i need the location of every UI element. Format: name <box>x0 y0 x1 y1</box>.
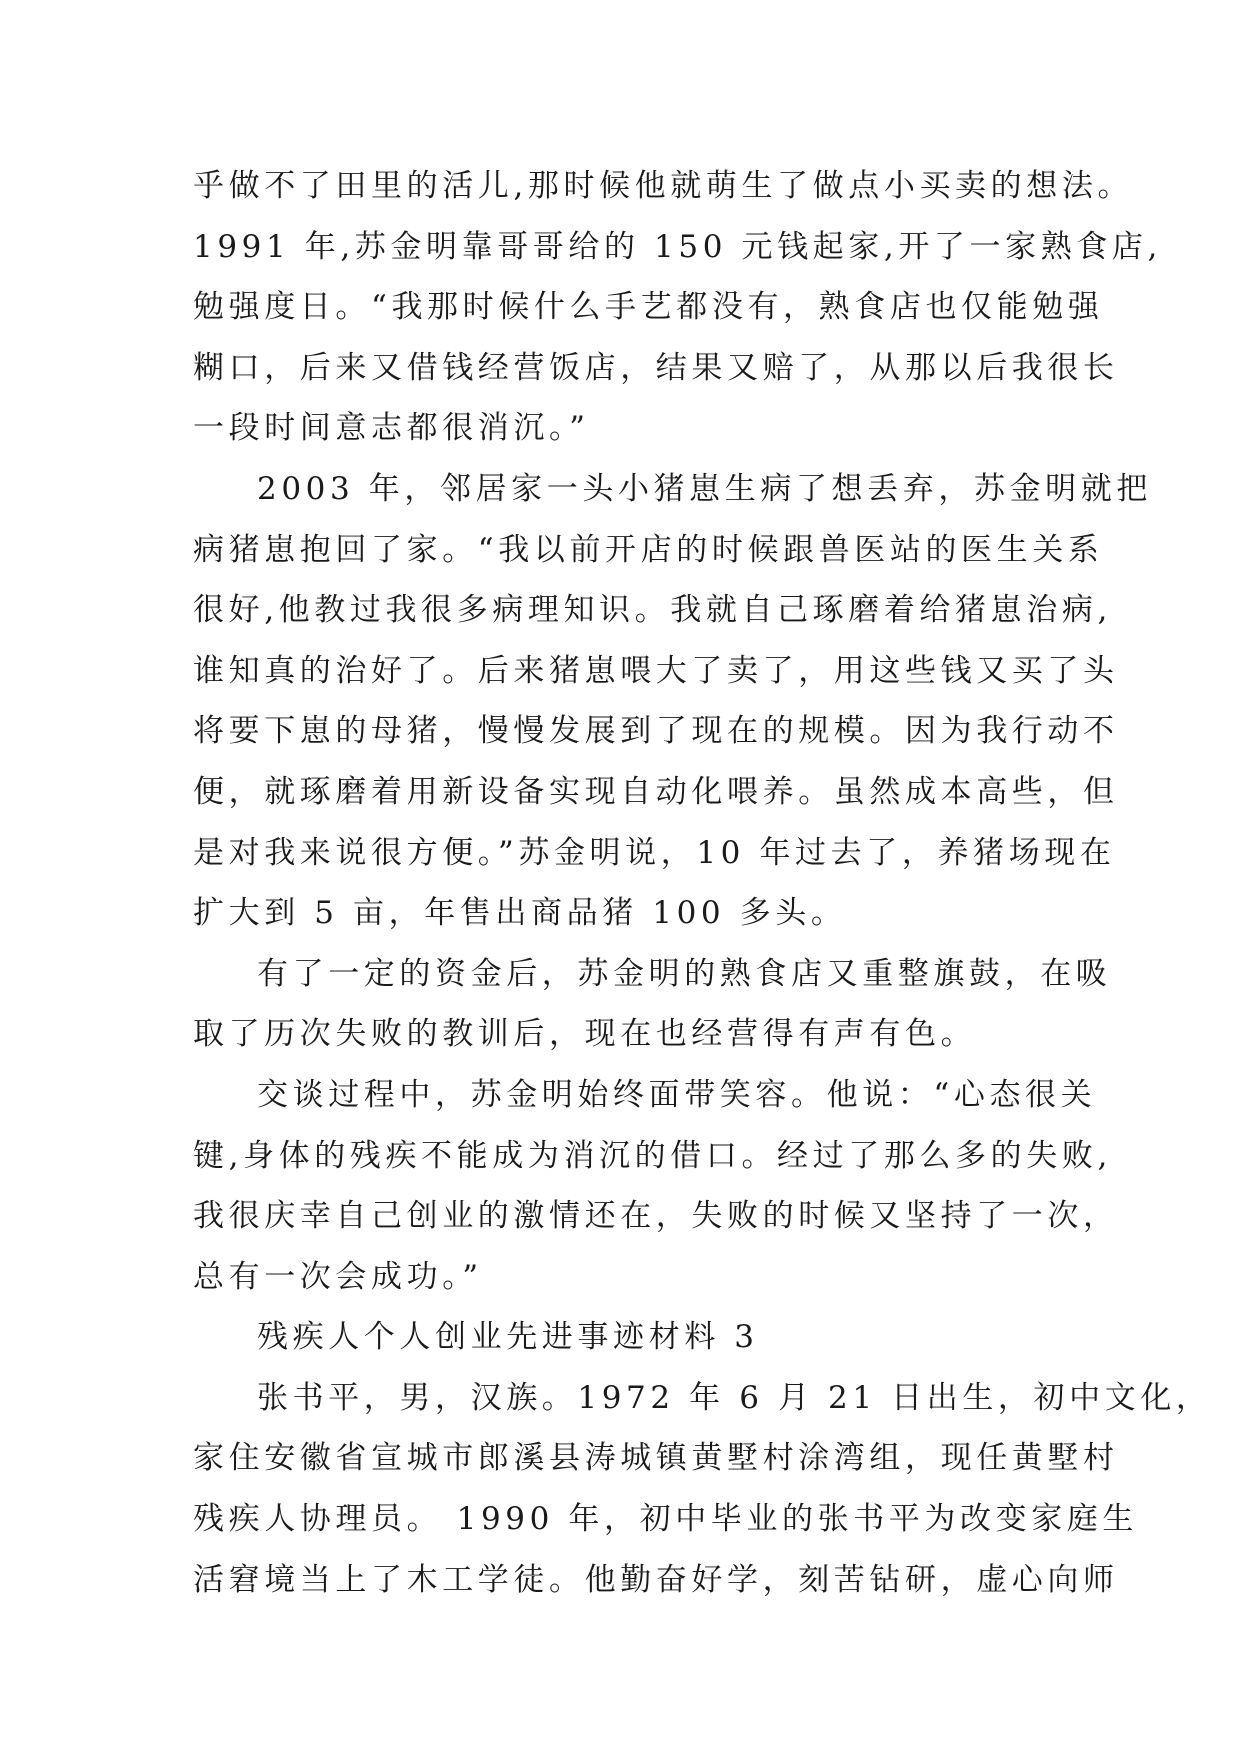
text-line: 键,身体的残疾不能成为消沉的借口。经过了那么多的失败, <box>193 1137 1112 1174</box>
text-line: 我很庆幸自己创业的激情还在，失败的时候又坚持了一次， <box>193 1198 1119 1235</box>
text-line: 很好,他教过我很多病理知识。我就自己琢磨着给猪崽治病, <box>193 592 1112 629</box>
text-line: 便，就琢磨着用新设备实现自动化喂养。虽然成本高些，但 <box>193 773 1119 810</box>
text-line: 1991 年,苏金明靠哥哥给的 150 元钱起家,开了一家熟食店, <box>193 228 1162 265</box>
paragraph-start-line: 2003 年，邻居家一头小猪崽生病了想丢弃，苏金明就把 <box>257 470 1152 507</box>
text-line: 谁知真的治好了。后来猪崽喂大了卖了，用这些钱又买了头 <box>193 652 1119 689</box>
paragraph-start-line: 交谈过程中，苏金明始终面带笑容。他说：“心态很关 <box>257 1076 1097 1113</box>
text-line: 残疾人协理员。 1990 年，初中毕业的张书平为改变家庭生 <box>193 1501 1138 1538</box>
text-line: 家住安徽省宣城市郎溪县涛城镇黄墅村涂湾组，现任黄墅村 <box>193 1440 1119 1477</box>
text-line: 是对我来说很方便。”苏金明说，10 年过去了，养猪场现在 <box>193 834 1116 871</box>
text-line: 总有一次会成功。” <box>193 1258 483 1295</box>
text-line: 勉强度日。“我那时候什么手艺都没有，熟食店也仅能勉强 <box>193 289 1104 326</box>
paragraph-start-line: 张书平，男，汉族。1972 年 6 月 21 日出生，初中文化， <box>257 1379 1212 1416</box>
text-line: 病猪崽抱回了家。“我以前开店的时候跟兽医站的医生关系 <box>193 531 1104 568</box>
body-text <box>193 156 1212 1610</box>
text-line: 活窘境当上了木工学徒。他勤奋好学，刻苦钻研，虚心向师 <box>193 1561 1119 1598</box>
text-line: 扩大到 5 亩，年售出商品猪 100 多头。 <box>193 895 847 932</box>
text-line: 将要下崽的母猪，慢慢发展到了现在的规模。因为我行动不 <box>193 713 1119 750</box>
paragraph-start-line: 有了一定的资金后，苏金明的熟食店又重整旗鼓，在吸 <box>257 955 1112 992</box>
section-heading: 残疾人个人创业先进事迹材料 3 <box>257 1319 759 1356</box>
text-line: 一段时间意志都很消沉。” <box>193 410 590 447</box>
text-line: 乎做不了田里的活儿,那时候他就萌生了做点小买卖的想法。 <box>193 168 1134 204</box>
text-line: 糊口，后来又借钱经营饭店，结果又赔了，从那以后我很长 <box>193 349 1119 386</box>
text-line: 取了历次失败的教训后，现在也经营得有声有色。 <box>193 1016 977 1053</box>
